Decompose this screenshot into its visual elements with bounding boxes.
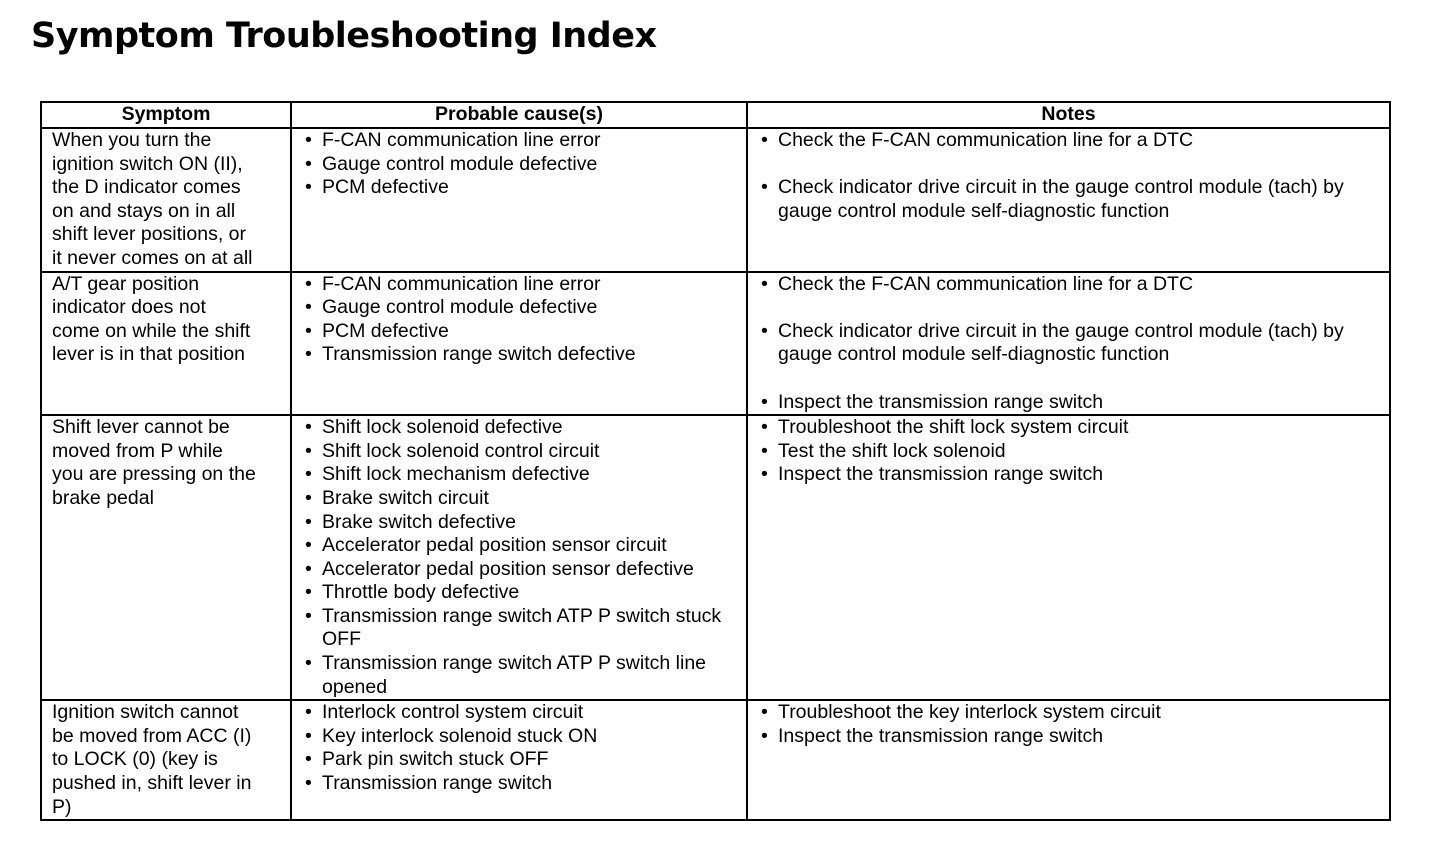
bullet-icon: • <box>761 463 768 486</box>
note-item <box>760 129 1385 153</box>
cause-text: Transmission range switch ATP P switch stuck OFF <box>322 604 722 651</box>
cause-text: F-CAN communication line error <box>322 272 601 295</box>
note-item <box>760 416 1385 440</box>
note-item <box>760 176 1385 223</box>
bullet-icon: • <box>305 510 312 533</box>
cause-text: F-CAN communication line error <box>322 129 601 151</box>
notes-list <box>748 273 1389 415</box>
bullet-icon: • <box>305 581 312 604</box>
note-text: Test the shift lock solenoid <box>778 439 1006 462</box>
symptom-troubleshooting-table <box>40 101 1391 821</box>
note-text: Inspect the transmission range switch <box>778 724 1104 747</box>
note-text: Inspect the transmission range switch <box>778 463 1104 486</box>
cause-item <box>304 605 742 652</box>
cause-item <box>304 440 742 464</box>
bullet-icon: • <box>305 129 312 151</box>
cause-item <box>304 534 742 558</box>
cause-item <box>304 463 742 487</box>
cause-text: Brake switch circuit <box>322 486 489 509</box>
symptom-cell <box>41 700 291 820</box>
note-item <box>760 391 1385 415</box>
cause-item <box>304 153 742 177</box>
table-row <box>41 272 1390 416</box>
cause-item <box>304 772 742 796</box>
notes-list <box>748 129 1389 223</box>
note-text: Check the F-CAN communication line for a DTC <box>778 129 1194 151</box>
bullet-icon: • <box>305 343 312 366</box>
cause-item <box>304 652 742 699</box>
bullet-icon: • <box>761 416 768 439</box>
causes-list <box>292 701 746 795</box>
bullet-icon: • <box>305 416 312 439</box>
note-text: Check the F-CAN communication line for a DTC <box>778 272 1194 295</box>
cause-text: PCM defective <box>322 176 449 199</box>
notes-cell <box>747 700 1390 820</box>
cause-item <box>304 129 742 153</box>
cause-item <box>304 725 742 749</box>
cause-text: Transmission range switch ATP P switch line opened <box>322 652 707 698</box>
cause-item <box>304 581 742 605</box>
cause-text: Accelerator pedal position sensor defective <box>322 557 694 580</box>
bullet-icon: • <box>305 486 312 509</box>
page-title: Symptom Troubleshooting Index <box>31 16 657 56</box>
bullet-icon: • <box>305 748 312 771</box>
header-probable-causes: Probable cause(s) <box>291 102 747 128</box>
bullet-icon: • <box>305 557 312 580</box>
table-row <box>41 415 1390 700</box>
bullet-icon: • <box>305 296 312 319</box>
note-item <box>760 273 1385 297</box>
bullet-icon: • <box>761 176 768 199</box>
header-symptom: Symptom <box>41 102 291 128</box>
note-text: Check indicator drive circuit in the gauge control module (tach) by gauge control module self-diagnostic function <box>778 319 1344 366</box>
cause-text: Shift lock solenoid control circuit <box>322 439 600 462</box>
note-text: Check indicator drive circuit in the gauge control module (tach) by gauge control module self-diagnostic function <box>778 176 1344 222</box>
table-row <box>41 700 1390 820</box>
symptom-cell <box>41 415 291 700</box>
cause-item <box>304 511 742 535</box>
bullet-icon: • <box>305 724 312 747</box>
bullet-icon: • <box>761 390 768 413</box>
symptom-text: A/T gear position indicator does not come on while the shift lever is in that position <box>52 272 251 366</box>
cause-item <box>304 296 742 320</box>
causes-cell <box>291 700 747 820</box>
bullet-icon: • <box>305 463 312 486</box>
cause-text: Transmission range switch defective <box>322 343 636 366</box>
note-text: Inspect the transmission range switch <box>778 390 1104 413</box>
cause-item <box>304 320 742 344</box>
cause-item <box>304 273 742 297</box>
cause-text: Gauge control module defective <box>322 296 598 319</box>
header-notes: Notes <box>747 102 1390 128</box>
symptom-cell <box>41 272 291 416</box>
cause-item <box>304 176 742 200</box>
note-text: Troubleshoot the shift lock system circuit <box>778 416 1129 439</box>
notes-cell <box>747 272 1390 416</box>
cause-text: PCM defective <box>322 319 449 342</box>
cause-item <box>304 748 742 772</box>
note-item <box>760 440 1385 464</box>
bullet-icon: • <box>305 772 312 795</box>
cause-text: Transmission range switch <box>322 772 553 795</box>
causes-cell <box>291 272 747 416</box>
bullet-icon: • <box>305 701 312 724</box>
symptom-text: Shift lever cannot be moved from P while you are pressing on the brake pedal <box>52 416 256 509</box>
cause-text: Key interlock solenoid stuck ON <box>322 724 598 747</box>
bullet-icon: • <box>761 439 768 462</box>
cause-item <box>304 487 742 511</box>
bullet-icon: • <box>305 319 312 342</box>
causes-list <box>292 416 746 699</box>
bullet-icon: • <box>305 534 312 557</box>
cause-item <box>304 416 742 440</box>
cause-text: Interlock control system circuit <box>322 701 584 724</box>
causes-cell <box>291 128 747 272</box>
bullet-icon: • <box>305 176 312 199</box>
cause-text: Park pin switch stuck OFF <box>322 748 549 771</box>
cause-text: Throttle body defective <box>322 581 520 604</box>
bullet-icon: • <box>761 724 768 747</box>
cause-item <box>304 558 742 582</box>
causes-cell <box>291 415 747 700</box>
bullet-icon: • <box>305 604 312 627</box>
cause-text: Accelerator pedal position sensor circuit <box>322 534 667 557</box>
cause-text: Shift lock solenoid defective <box>322 416 563 439</box>
symptom-text: Ignition switch cannot be moved from ACC (I) to LOCK (0) (key is pushed in, shift lever in P) <box>52 701 252 818</box>
bullet-icon: • <box>305 439 312 462</box>
notes-list <box>748 701 1389 748</box>
bullet-icon: • <box>305 272 312 295</box>
bullet-icon: • <box>761 319 768 342</box>
note-item <box>760 463 1385 487</box>
bullet-icon: • <box>305 152 312 175</box>
note-text: Troubleshoot the key interlock system circuit <box>778 701 1161 724</box>
table-row <box>41 128 1390 272</box>
note-item <box>760 701 1385 725</box>
bullet-icon: • <box>761 272 768 295</box>
note-item <box>760 725 1385 749</box>
cause-text: Shift lock mechanism defective <box>322 463 590 486</box>
bullet-icon: • <box>305 652 312 675</box>
bullet-icon: • <box>761 701 768 724</box>
symptom-cell <box>41 128 291 272</box>
notes-cell <box>747 128 1390 272</box>
causes-list <box>292 273 746 367</box>
notes-cell <box>747 415 1390 700</box>
causes-list <box>292 129 746 200</box>
cause-item <box>304 701 742 725</box>
notes-list <box>748 416 1389 487</box>
table-header-row <box>41 102 1390 128</box>
cause-item <box>304 343 742 367</box>
note-item <box>760 320 1385 367</box>
bullet-icon: • <box>761 129 768 151</box>
cause-text: Gauge control module defective <box>322 152 598 175</box>
symptom-text: When you turn the ignition switch ON (II), the D indicator comes on and stays on in all shift lever positions, or it never comes on at all <box>52 129 253 269</box>
cause-text: Brake switch defective <box>322 510 517 533</box>
